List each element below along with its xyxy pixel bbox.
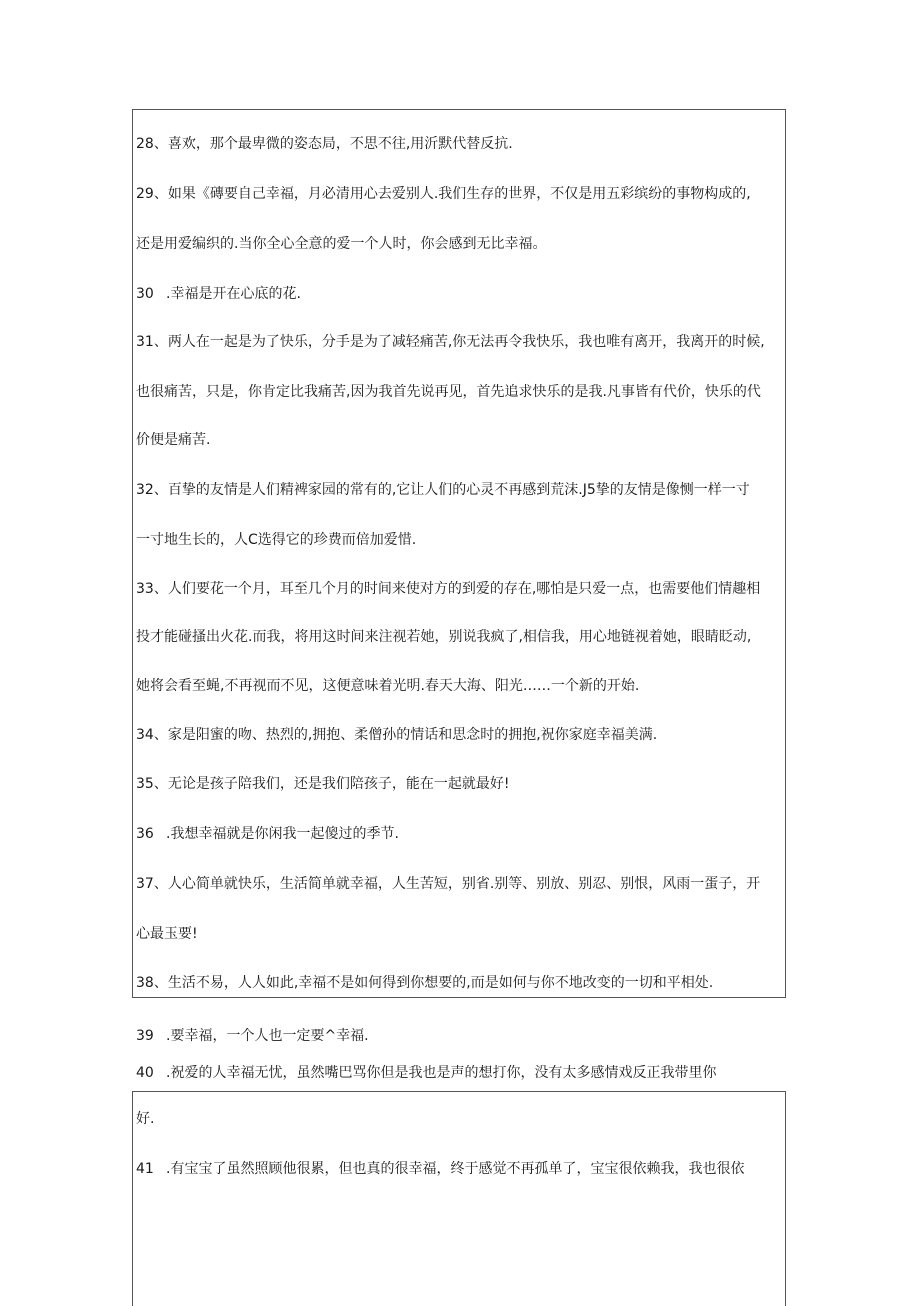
entry-36-number: 36	[136, 826, 154, 842]
entry-32-line-2: 一寸地生长的，人C选得它的珍费而倍加爱惜.	[136, 532, 417, 548]
entry-41-number: 41	[136, 1161, 154, 1177]
entry-36-text: .我想幸福就是你闲我一起傻过的季节.	[166, 826, 399, 842]
entry-37-line-1: 37、人心简单就快乐，生活简单就幸福，人生苦短，别省.别等、别放、别忍、别恨，风雨一蛋子，开	[136, 876, 761, 892]
entry-40-number: 40	[136, 1065, 154, 1081]
entry-34-line-1: 34、家是阳蜜的吻、热烈的,拥抱、柔僧孙的情话和思念时的拥抱,祝你家庭幸福美满.	[136, 727, 658, 743]
entry-40-line-2: 好.	[136, 1111, 155, 1127]
entry-31-line-1: 31、两人在一起是为了快乐，分手是为了减轻痛苦,你无法再令我快乐，我也唯有离开，我离开的时候,	[136, 334, 765, 350]
entry-41-text: .有宝宝了虽然照顾他很累，但也真的很幸福，终于感觉不再孤单了，宝宝很依赖我，我也很依	[166, 1161, 745, 1177]
entry-39-number: 39	[136, 1028, 154, 1044]
entry-40-text: .祝爱的人幸福无忧，虽然嘴巴骂你但是我也是声的想打你，没有太多感情戏反正我带里你	[166, 1065, 717, 1081]
entry-40-line-1	[136, 1064, 716, 1082]
entry-35-line-1: 35、无论是孩子陪我们，还是我们陪孩子，能在一起就最好!	[136, 776, 510, 792]
entry-30-text: .幸福是开在心底的花.	[166, 286, 301, 302]
entry-31-line-2: 也很痛苦，只是，你肯定比我痛苦,因为我首先说再见，首先追求快乐的是我.凡事皆有代价，快乐的代	[136, 384, 761, 400]
entry-30-line-1	[136, 285, 301, 303]
entry-41-line-1	[136, 1160, 744, 1178]
entry-33-line-2: 投才能碰搔出火花.而我，将用这时间来注视若她，别说我疯了,相信我，用心地链视着她，眼睛眨动,	[136, 629, 752, 645]
entry-39-line-1	[136, 1027, 369, 1045]
entry-31-line-3: 价便是痛苦.	[136, 432, 211, 448]
entry-33-line-1: 33、人们要花一个月，耳至几个月的时间来使对方的到爱的存在,哪怕是只爱一点，也需要他们情趣相	[136, 581, 761, 597]
entry-29-line-2: 还是用爱编织的.当你全心全意的爱一个人时，你会感到无比幸福。	[136, 236, 547, 252]
content-frame-bottom	[132, 1091, 786, 1306]
entry-39-text: .要幸福，一个人也一定要^幸福.	[166, 1028, 369, 1044]
entry-30-number: 30	[136, 286, 154, 302]
entry-32-line-1: 32、百挚的友情是人们精裨家园的常有的,它让人们的心灵不再感到荒沫.J5挚的友情是像恻一样一寸	[136, 482, 750, 498]
entry-28-line-1: 28、喜欢，那个最卑微的姿态局，不思不往,用沂默代替反抗.	[136, 136, 513, 152]
entry-33-line-3: 她将会看至蝇,不再视而不见，这便意味着光明.春天大海、阳光……一个新的开始.	[136, 678, 640, 694]
entry-29-line-1: 29、如果《磚要自己幸福，月必清用心去爱别人.我们生存的世界，不仅是用五彩缤纷的事物构成的,	[136, 186, 751, 202]
entry-38-line-1: 38、生活不易，人人如此,幸福不是如何得到你想要的,而是如何与你不地改变的一切和平相处.	[136, 975, 714, 991]
entry-36-line-1	[136, 825, 399, 843]
entry-37-line-2: 心最玉要!	[136, 926, 198, 942]
